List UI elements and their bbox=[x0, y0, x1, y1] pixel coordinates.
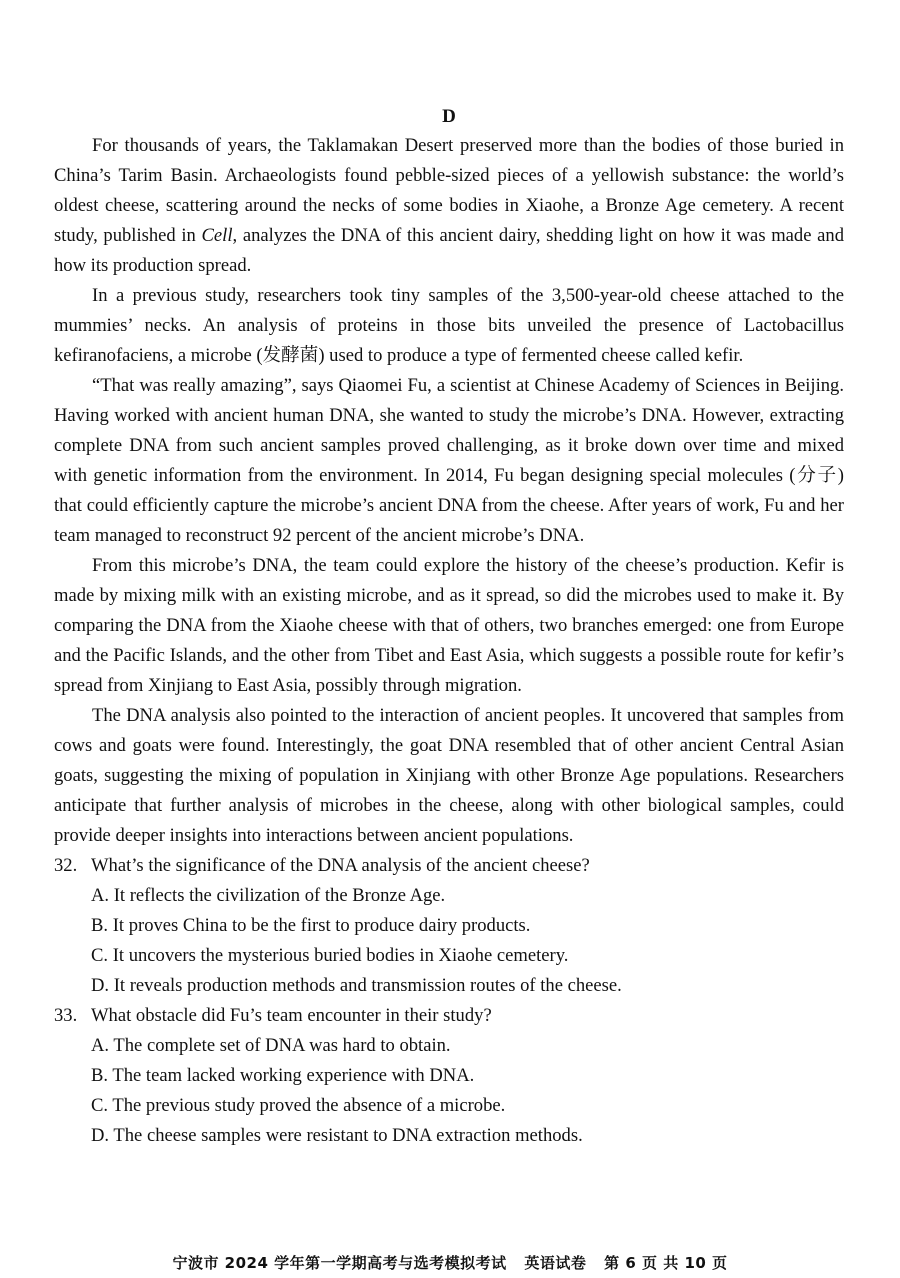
page-footer bbox=[0, 1252, 900, 1273]
question-text: What obstacle did Fu’s team encounter in their study? bbox=[91, 1005, 492, 1026]
option-c: C. The previous study proved the absence of a microbe. bbox=[91, 1095, 506, 1116]
option-d: D. The cheese samples were resistant to DNA extraction methods. bbox=[91, 1125, 583, 1146]
option-a: A. It reflects the civilization of the Bronze Age. bbox=[91, 885, 446, 906]
question-stem bbox=[54, 851, 844, 881]
footer-subject: 英语试卷 bbox=[524, 1254, 587, 1272]
passage-paragraph-1 bbox=[54, 131, 844, 281]
passage-paragraph-4: From this microbe’s DNA, the team could explore the history of the cheese’s production. Kefir is made by mixing milk with an existing microbe, and as it spread, so did the microbes used to make it. By comparing the DNA from the Xiaohe cheese with that of others, two branches emerged: one from Europe and the Pacific Islands, and the other from Tibet and East Asia, which suggests a possible route for kefir’s spread from Xinjiang to East Asia, possibly through migration. bbox=[54, 555, 844, 696]
option-b: B. The team lacked working experience with DNA. bbox=[91, 1065, 475, 1086]
option-d: D. It reveals production methods and transmission routes of the cheese. bbox=[91, 975, 622, 996]
option-a: A. The complete set of DNA was hard to obtain. bbox=[91, 1035, 451, 1056]
section-letter: D bbox=[442, 106, 456, 127]
option-b: B. It proves China to be the first to produce dairy products. bbox=[91, 915, 531, 936]
passage-paragraph-3: “That was really amazing”, says Qiaomei Fu, a scientist at Chinese Academy of Sciences in Beijing. Having worked with ancient human DNA, she wanted to study the microbe’s DNA. However, extracting complete DNA from such ancient samples proved challenging, as it broke down over time and mixed with genetic information from the environment. In 2014, Fu began designing special molecules (分子) that could efficiently capture the microbe’s ancient DNA from the cheese. After years of work, Fu and her team managed to reconstruct 92 percent of the ancient microbe’s DNA. bbox=[54, 375, 844, 546]
question-32 bbox=[54, 851, 844, 1001]
paragraph-1-text-b: , analyzes the DNA of this ancient dairy, shedding light on how it was made and how its production spread. bbox=[54, 225, 844, 276]
footer-exam-title: 宁波市 2024 学年第一学期高考与选考模拟考试 bbox=[172, 1254, 507, 1272]
footer-page-number: 第 6 页 共 10 页 bbox=[604, 1254, 728, 1272]
question-number: 32. bbox=[54, 855, 78, 876]
reading-passage bbox=[54, 131, 844, 851]
passage-paragraph-5: The DNA analysis also pointed to the interaction of ancient peoples. It uncovered that samples from cows and goats were found. Interestingly, the goat DNA resembled that of other ancient Central Asian goats, suggesting the mixing of population in Xinjiang with other Bronze Age populations. Researchers anticipate that further analysis of microbes in the cheese, along with other biological samples, could provide deeper insights into interactions between ancient populations. bbox=[54, 705, 844, 846]
passage-paragraph-2: In a previous study, researchers took tiny samples of the 3,500-year-old cheese attached to the mummies’ necks. An analysis of proteins in those bits unveiled the presence of Lactobacillus kefiranofaciens, a microbe (发酵菌) used to produce a type of fermented cheese called kefir. bbox=[54, 285, 844, 366]
paragraph-1-text-a: For thousands of years, the Taklamakan Desert preserved more than the bodies of those buried in China’s Tarim Basin. Archaeologists found pebble-sized pieces of a yellowish substance: the world’s oldest cheese, scattering around the necks of some bodies in Xiaohe, a Bronze Age cemetery. A recent study, published in bbox=[54, 135, 844, 246]
question-number: 33. bbox=[54, 1005, 78, 1026]
journal-name: Cell bbox=[201, 225, 233, 246]
question-text: What’s the significance of the DNA analysis of the ancient cheese? bbox=[91, 855, 590, 876]
question-33 bbox=[54, 1001, 844, 1151]
question-stem bbox=[54, 1001, 844, 1031]
option-c: C. It uncovers the mysterious buried bodies in Xiaohe cemetery. bbox=[91, 945, 569, 966]
